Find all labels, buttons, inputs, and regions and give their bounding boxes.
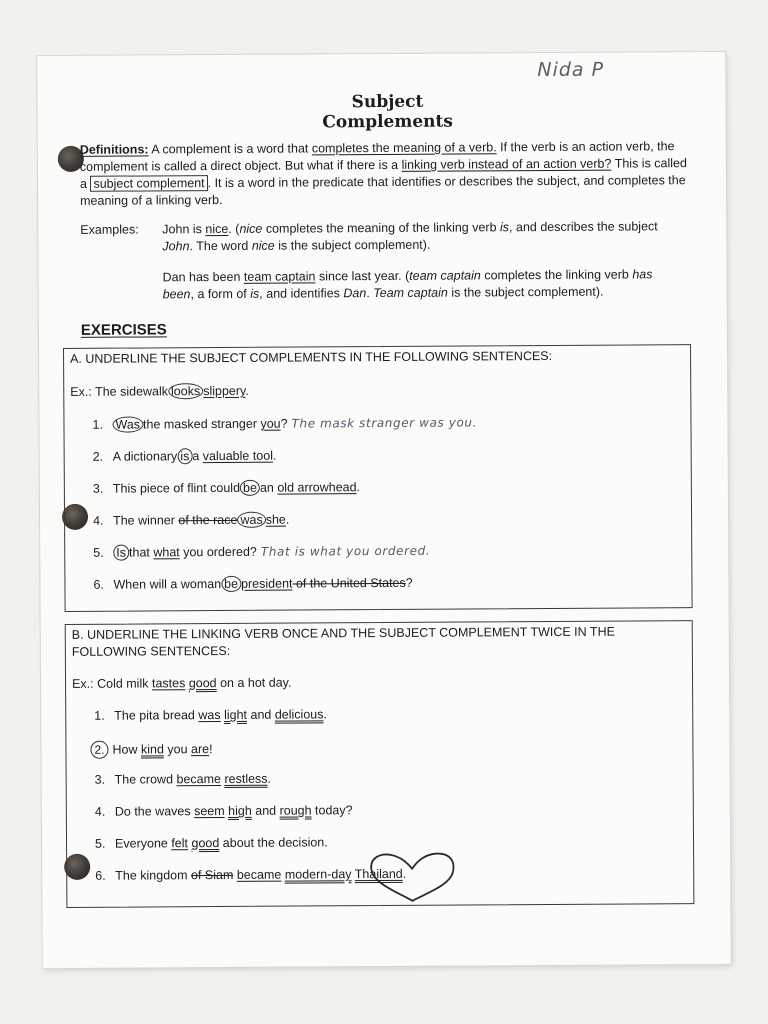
list-item: 2. A dictionary is a valuable tool.	[92, 448, 277, 464]
list-item: 4. Do the waves seem high and rough today?	[94, 803, 353, 819]
list-item: 6. When will a woman be president of the United States?	[93, 575, 413, 592]
exercises-heading: EXERCISES	[80, 321, 167, 339]
list-item: 1. Was the masked stranger you? The mask stranger was you.	[92, 415, 478, 432]
subject-complement-term: subject complement	[90, 175, 207, 192]
handwritten-answer: That is what you ordered.	[260, 543, 431, 559]
list-item: 4. The winner of the race was she.	[93, 512, 290, 528]
list-item: 5. Is that what you ordered? That is what you ordered.	[93, 543, 431, 560]
example-1: John is nice. (nice completes the meaning of the linking verb is, and describes the subject John. The word nice is the subject complement).	[162, 219, 658, 254]
section-b-example: Ex.: Cold milk tastes good on a hot day.	[72, 675, 292, 691]
section-a-heading: A. UNDERLINE THE SUBJECT COMPLEMENTS IN THE FOLLOWING SENTENCES:	[70, 348, 553, 366]
student-name: Nida P	[537, 58, 605, 82]
section-a-box	[63, 344, 693, 612]
handwritten-answer: The mask stranger was you.	[291, 415, 478, 431]
list-item: 3. The crowd became restless.	[94, 771, 272, 787]
examples-label: Examples:	[80, 222, 139, 237]
example-2: Dan has been team captain since last year. (team captain completes the linking verb has been, a form of is, and identifies Dan. Team captain is the subject complement).	[162, 267, 653, 302]
list-item: 1. The pita bread was light and delicious.	[94, 707, 327, 723]
list-item: 6. The kingdom of Siam became modern-day Thailand.	[95, 866, 407, 883]
heart-circled-answer: Thailand	[354, 866, 403, 882]
list-item: 3. This piece of flint could be an old arrowhead.	[92, 480, 361, 496]
section-b-heading: B. UNDERLINE THE LINKING VERB ONCE AND THE SUBJECT COMPLEMENT TWICE IN THE FOLLOWING SENTENCES:	[71, 624, 615, 659]
definitions-label: Definitions:	[79, 142, 149, 157]
section-b-box	[65, 620, 695, 908]
heart-drawing	[365, 849, 459, 906]
section-a-example: Ex.: The sidewalk looks slippery.	[70, 383, 249, 399]
definitions-paragraph: Definitions: A complement is a word that completes the meaning of a verb. If the verb is an action verb, the complement is called a direct object. But what if there is a linking verb instead of an action verb? This is called a subject complement . It is a word in the predicate that identifies or describes the subject, and completes the meaning of a linking verb.	[79, 139, 687, 208]
list-item: 2. How kind you are!	[90, 740, 212, 759]
list-item: 5. Everyone felt good about the decision.	[94, 835, 328, 851]
page-title: Subject Complements	[322, 91, 453, 133]
worksheet-page	[37, 52, 731, 968]
circled-number: 2.	[90, 741, 108, 759]
